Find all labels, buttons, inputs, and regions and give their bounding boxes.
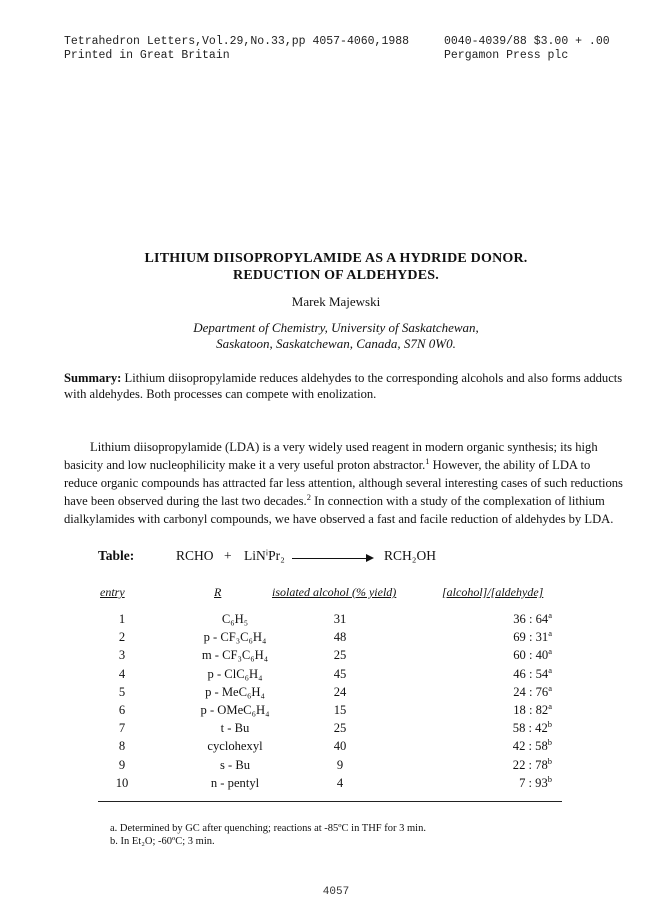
- table-cell-ratio: [440, 648, 552, 663]
- table-cell-ratio: [440, 773, 552, 791]
- table-cell-ratio: [440, 664, 552, 682]
- table-cell-yield: 31: [333, 612, 347, 626]
- journal-header-left: [64, 35, 409, 63]
- table-cell-entry: 9: [118, 757, 126, 772]
- ratio-footnote-marker: b: [547, 719, 552, 729]
- table-cell-entry: 4: [118, 666, 126, 681]
- table-cell-ratio: [440, 682, 552, 700]
- table-cell-r: cyclohexyl: [207, 739, 263, 754]
- table-cell-yield: 25: [333, 648, 347, 663]
- column-header-ratio: [alcohol]/[aldehyde]: [442, 585, 544, 599]
- table-label: Table:: [98, 548, 135, 563]
- ratio-value: 58 : 42: [512, 721, 548, 736]
- ratio-value: 60 : 40: [513, 648, 549, 663]
- ratio-footnote-marker: a: [548, 700, 552, 711]
- ratio-value: 18 : 82: [513, 703, 549, 717]
- table-footnotes: [110, 822, 426, 848]
- summary-paragraph: [64, 370, 624, 402]
- table-cell-r: p - ClC₆H₄: [207, 666, 263, 681]
- reaction-arrow: [292, 558, 368, 559]
- author-name: Marek Majewski: [291, 294, 381, 309]
- printed-in: Printed in Great Britain: [64, 49, 230, 62]
- column-header-entry: entry: [100, 585, 125, 599]
- table-cell-yield: 15: [333, 703, 347, 717]
- reference-2: 2: [306, 491, 311, 502]
- body-text-2: However, the ability of LDA to reduce organic compounds has attracted far less attention, although several interesting cases of such reductions have been observed during the last two decades.: [64, 458, 623, 508]
- table-cell-yield: 45: [333, 666, 347, 681]
- plus-sign: +: [224, 548, 232, 563]
- table-cell-r: m - CF₃C₆H₄: [201, 648, 269, 663]
- table-cell-r: p - CF₃C₆H₄: [203, 630, 267, 645]
- ratio-footnote-marker: b: [547, 737, 552, 748]
- affiliation: [0, 320, 672, 352]
- table-cell-r: p - MeC₆H₄: [205, 684, 265, 699]
- reactant-aldehyde: RCHO: [176, 548, 214, 563]
- table-cell-ratio: [440, 630, 552, 645]
- ratio-footnote-marker: a: [548, 646, 552, 657]
- table-cell-entry: 5: [118, 684, 126, 699]
- table-cell-ratio: [440, 739, 552, 754]
- summary-text: Lithium diisopropylamide reduces aldehydes to the corresponding alcohols and also forms adducts with aldehydes. Both processes can compete with enolization.: [64, 371, 623, 401]
- table-cell-yield: 24: [333, 684, 347, 699]
- table-cell-r: s - Bu: [219, 757, 251, 772]
- table-cell-yield: 25: [333, 721, 347, 736]
- ratio-footnote-marker: a: [548, 609, 552, 620]
- reagent-lda: LiNⁱPr₂: [244, 548, 285, 563]
- ratio-value: 69 : 31: [513, 630, 549, 645]
- reaction-arrowhead: [366, 554, 374, 562]
- ratio-value: 46 : 54: [513, 666, 549, 681]
- table-cell-entry: 6: [118, 703, 126, 717]
- table-cell-ratio: [440, 755, 552, 773]
- table-cell-r: t - Bu: [220, 721, 250, 736]
- column-header-yield: isolated alcohol (% yield): [272, 585, 397, 599]
- table-cell-entry: 8: [118, 739, 126, 754]
- column-header-r: R: [214, 585, 222, 599]
- table-cell-yield: 40: [333, 739, 347, 754]
- affiliation-line-2: Saskatoon, Saskatchewan, Canada, S7N 0W0.: [216, 336, 456, 351]
- ratio-value: 22 : 78: [512, 757, 548, 772]
- footnote-a: a. Determined by GC after quenching; reactions at -85ºC in THF for 3 min.: [110, 823, 426, 834]
- title-line-2: REDUCTION OF ALDEHYDES.: [233, 268, 439, 283]
- journal-header-right: [444, 35, 610, 63]
- table-cell-entry: 10: [115, 775, 129, 790]
- table-cell-r: p - OMeC₆H₄: [200, 703, 270, 717]
- table-cell-ratio: [440, 700, 552, 718]
- table-bottom-rule: [98, 801, 562, 802]
- table-cell-yield: 48: [333, 630, 347, 645]
- body-text-3: In connection with a study of the complexation of lithium dialkylamides with carbonyl compounds, we have observed a fast and facile reduction of aldehydes by LDA.: [64, 494, 614, 526]
- footnote-b: b. In Et₂O; -60ºC; 3 min.: [110, 836, 215, 847]
- summary-label: Summary:: [64, 371, 122, 385]
- ratio-footnote-marker: a: [548, 664, 552, 675]
- ratio-value: 42 : 58: [512, 739, 548, 754]
- table-cell-r: n - pentyl: [210, 775, 260, 790]
- ratio-footnote-marker: b: [547, 755, 552, 766]
- body-paragraph: [64, 438, 624, 528]
- publisher: Pergamon Press plc: [444, 49, 569, 62]
- table-cell-entry: 2: [118, 630, 126, 645]
- ratio-footnote-marker: a: [548, 628, 552, 638]
- ratio-footnote-marker: a: [548, 682, 552, 693]
- issn-price: 0040-4039/88 $3.00 + .00: [444, 35, 610, 48]
- paper-title: [0, 250, 672, 284]
- table-cell-entry: 3: [118, 648, 126, 663]
- table-cell-entry: 7: [118, 721, 126, 736]
- table-cell-ratio: [440, 609, 552, 627]
- ratio-footnote-marker: b: [547, 773, 552, 784]
- ratio-value: 36 : 64: [513, 612, 549, 626]
- reaction-scheme: [0, 548, 672, 568]
- table-cell-entry: 1: [118, 612, 126, 626]
- title-line-1: LITHIUM DIISOPROPYLAMIDE AS A HYDRIDE DONOR.: [144, 251, 528, 266]
- product-alcohol: RCH₂OH: [384, 548, 436, 563]
- table-cell-yield: 9: [336, 757, 344, 772]
- body-text-1: Lithium diisopropylamide (LDA) is a very widely used reagent in modern organic synthesis; its high basicity and low nucleophilicity make it a very useful proton abstractor.: [64, 440, 598, 472]
- table-cell-ratio: [440, 721, 552, 736]
- table-cell-yield: 4: [336, 775, 344, 790]
- table-cell-r: C₆H₅: [221, 612, 249, 626]
- ratio-value: 7 : 93: [519, 775, 548, 790]
- ratio-value: 24 : 76: [513, 684, 549, 699]
- reference-1: 1: [425, 455, 430, 466]
- page-number: 4057: [322, 886, 350, 898]
- affiliation-line-1: Department of Chemistry, University of Saskatchewan,: [193, 320, 479, 335]
- journal-citation: Tetrahedron Letters,Vol.29,No.33,pp 4057-4060,1988: [64, 35, 410, 48]
